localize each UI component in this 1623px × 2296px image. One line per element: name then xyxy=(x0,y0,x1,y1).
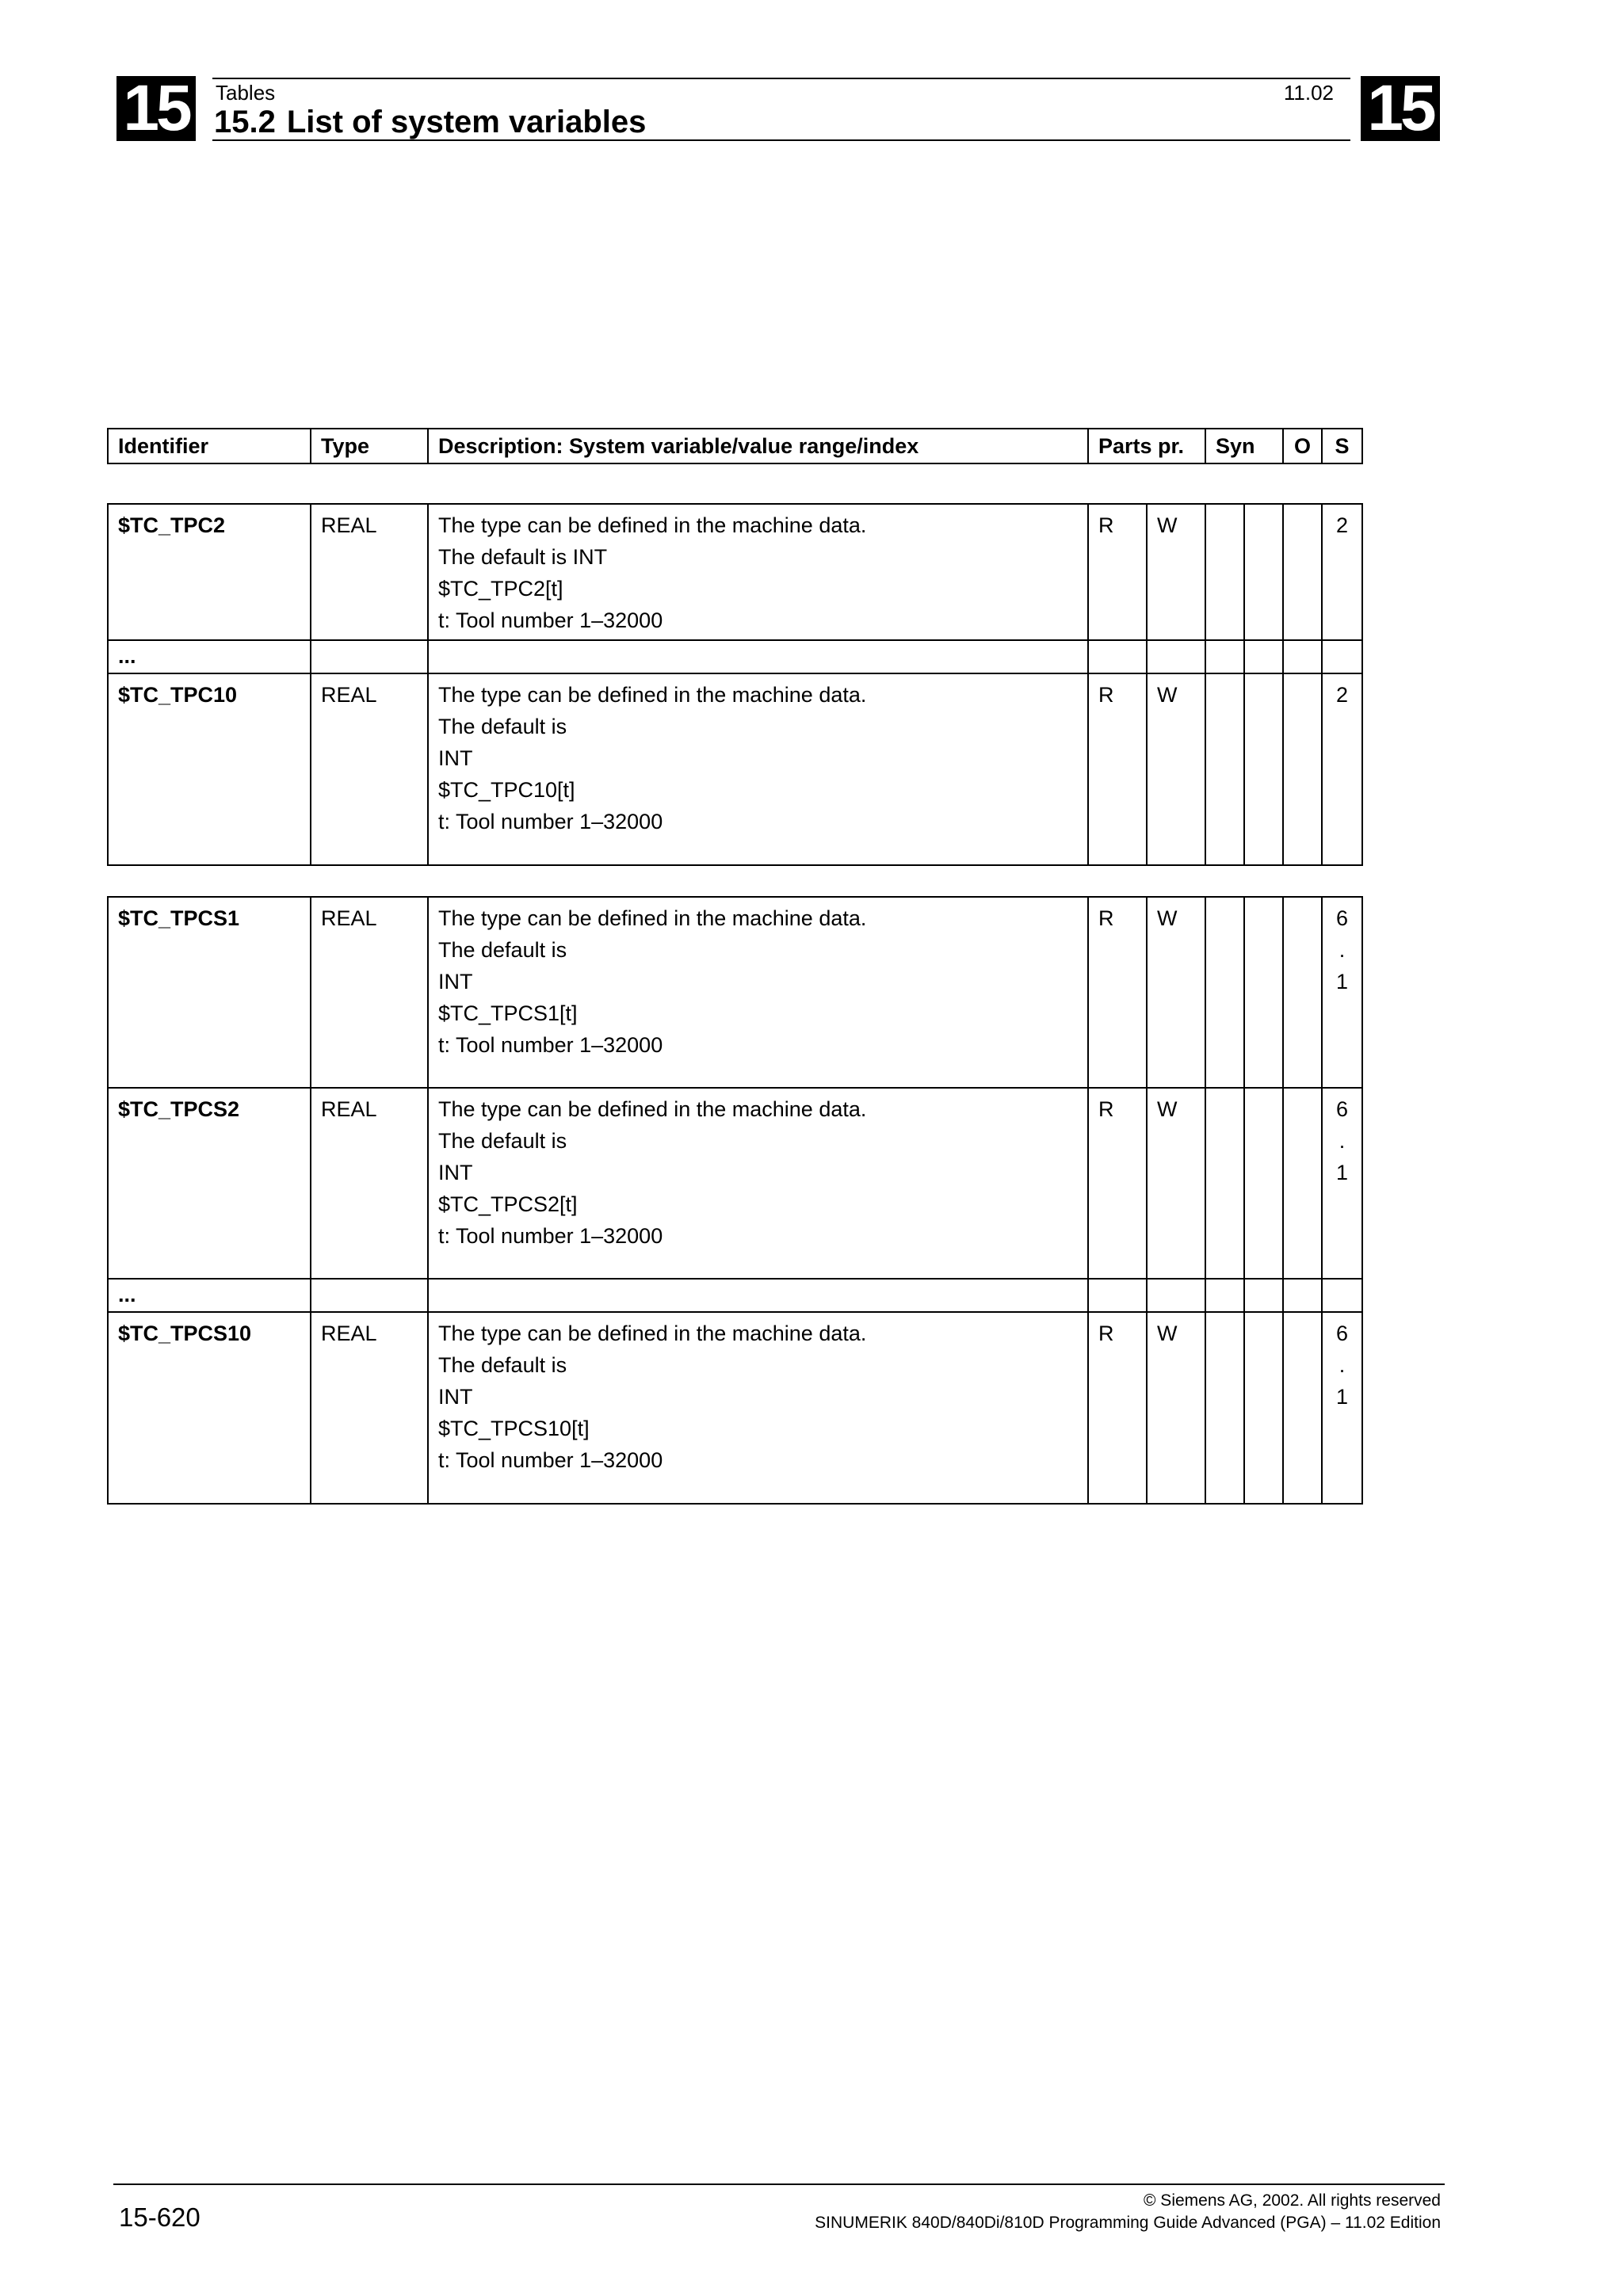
o-cell xyxy=(1283,1088,1322,1279)
parts-write: W xyxy=(1147,504,1205,640)
section-title: List of system variables xyxy=(286,105,647,139)
s-cell: 6 . 1 xyxy=(1322,897,1362,1088)
variable-type: REAL xyxy=(311,1088,428,1279)
syn-cell-2 xyxy=(1244,504,1283,640)
o-cell xyxy=(1283,673,1322,865)
variable-identifier: $TC_TPC10 xyxy=(108,673,311,865)
description-line: $TC_TPCS1[t] xyxy=(438,1001,578,1025)
variable-identifier: $TC_TPC2 xyxy=(108,504,311,640)
parts-read: R xyxy=(1088,504,1147,640)
description-line: INT xyxy=(438,1385,473,1409)
syn-cell-2 xyxy=(1244,1312,1283,1504)
table-row xyxy=(108,1088,1362,1279)
variable-type: REAL xyxy=(311,1312,428,1504)
description-line: $TC_TPCS10[t] xyxy=(438,1417,590,1440)
parts-read: R xyxy=(1088,1088,1147,1279)
variable-identifier: $TC_TPCS10 xyxy=(108,1312,311,1504)
description-line: $TC_TPC10[t] xyxy=(438,778,575,802)
parts-write: W xyxy=(1147,673,1205,865)
col-header-description: Description: System variable/value range/index xyxy=(428,429,1088,463)
system-variable-table-tpc xyxy=(107,503,1363,866)
description-line: t: Tool number 1–32000 xyxy=(438,608,663,632)
description-line: t: Tool number 1–32000 xyxy=(438,1033,663,1057)
header-section-label: Tables xyxy=(216,81,276,105)
section-number: 15.2 xyxy=(214,105,276,139)
variable-description xyxy=(428,673,1088,865)
description-line: The default is xyxy=(438,715,567,738)
s-cell: 2 xyxy=(1322,504,1362,640)
description-line: The default is INT xyxy=(438,545,608,569)
ellipsis: ... xyxy=(108,1279,311,1312)
description-line: The type can be defined in the machine data. xyxy=(438,906,867,930)
page-title xyxy=(214,105,646,140)
footer-copyright: © Siemens AG, 2002. All rights reserved xyxy=(1144,2191,1441,2210)
variable-description xyxy=(428,1312,1088,1504)
description-line: The default is xyxy=(438,1129,567,1153)
variable-type: REAL xyxy=(311,673,428,865)
description-line: The default is xyxy=(438,1353,567,1377)
table-row xyxy=(108,897,1362,1088)
variable-type: REAL xyxy=(311,897,428,1088)
s-cell: 2 xyxy=(1322,673,1362,865)
parts-read: R xyxy=(1088,1312,1147,1504)
footer-rule xyxy=(113,2183,1445,2185)
variable-description xyxy=(428,897,1088,1088)
syn-cell-1 xyxy=(1205,673,1244,865)
col-header-o: O xyxy=(1283,429,1322,463)
parts-write: W xyxy=(1147,1088,1205,1279)
variable-description xyxy=(428,1088,1088,1279)
column-header-table xyxy=(107,428,1363,464)
table-header-row xyxy=(108,429,1362,463)
description-line: INT xyxy=(438,746,473,770)
col-header-parts: Parts pr. xyxy=(1088,429,1205,463)
description-line: t: Tool number 1–32000 xyxy=(438,1224,663,1248)
description-line: The type can be defined in the machine data. xyxy=(438,683,867,707)
description-line: t: Tool number 1–32000 xyxy=(438,810,663,833)
table-row xyxy=(108,1312,1362,1504)
parts-write: W xyxy=(1147,897,1205,1088)
syn-cell-2 xyxy=(1244,1088,1283,1279)
header-top-rule xyxy=(212,78,1350,79)
table-row xyxy=(108,673,1362,865)
o-cell xyxy=(1283,1312,1322,1504)
syn-cell-1 xyxy=(1205,504,1244,640)
description-line: The type can be defined in the machine data. xyxy=(438,513,867,537)
description-line: $TC_TPC2[t] xyxy=(438,577,563,601)
header-date: 11.02 xyxy=(1283,81,1334,105)
description-line: INT xyxy=(438,1161,473,1184)
col-header-type: Type xyxy=(311,429,428,463)
parts-read: R xyxy=(1088,897,1147,1088)
parts-write: W xyxy=(1147,1312,1205,1504)
col-header-syn: Syn xyxy=(1205,429,1283,463)
description-line: The type can be defined in the machine data. xyxy=(438,1097,867,1121)
syn-cell-2 xyxy=(1244,897,1283,1088)
table-row-ellipsis xyxy=(108,1279,1362,1312)
table-row xyxy=(108,504,1362,640)
variable-identifier: $TC_TPCS1 xyxy=(108,897,311,1088)
footer-document-title: SINUMERIK 840D/840Di/810D Programming Guide Advanced (PGA) – 11.02 Edition xyxy=(815,2214,1441,2232)
syn-cell-1 xyxy=(1205,897,1244,1088)
page-number: 15-620 xyxy=(119,2203,200,2232)
variable-type: REAL xyxy=(311,504,428,640)
system-variable-table-tpcs xyxy=(107,896,1363,1505)
description-line: The type can be defined in the machine data. xyxy=(438,1322,867,1345)
o-cell xyxy=(1283,897,1322,1088)
col-header-s: S xyxy=(1322,429,1362,463)
variable-identifier: $TC_TPCS2 xyxy=(108,1088,311,1279)
description-line: $TC_TPCS2[t] xyxy=(438,1192,578,1216)
syn-cell-2 xyxy=(1244,673,1283,865)
chapter-number-right: 15 xyxy=(1361,76,1440,141)
s-cell: 6 . 1 xyxy=(1322,1088,1362,1279)
syn-cell-1 xyxy=(1205,1312,1244,1504)
variable-description xyxy=(428,504,1088,640)
syn-cell-1 xyxy=(1205,1088,1244,1279)
ellipsis: ... xyxy=(108,640,311,673)
table-row-ellipsis xyxy=(108,640,1362,673)
chapter-number-left: 15 xyxy=(116,76,196,141)
description-line: INT xyxy=(438,970,473,994)
parts-read: R xyxy=(1088,673,1147,865)
o-cell xyxy=(1283,504,1322,640)
description-line: t: Tool number 1–32000 xyxy=(438,1448,663,1472)
description-line: The default is xyxy=(438,938,567,962)
col-header-identifier: Identifier xyxy=(108,429,311,463)
s-cell: 6 . 1 xyxy=(1322,1312,1362,1504)
